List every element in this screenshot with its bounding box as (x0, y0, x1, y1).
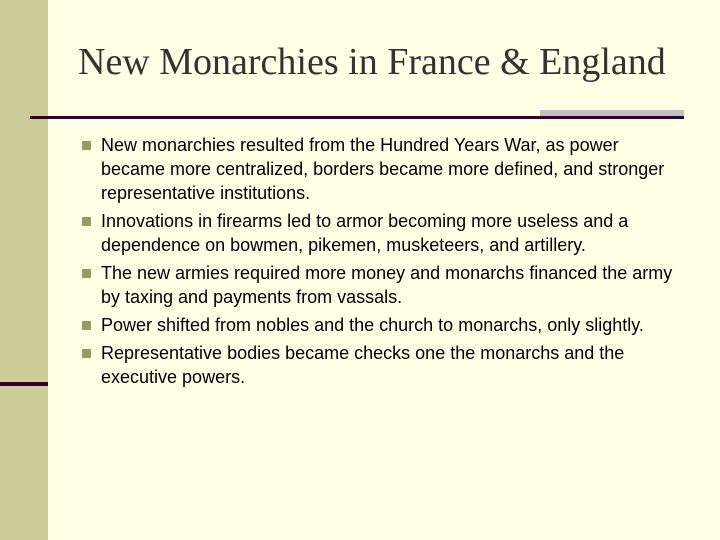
bullet-text: Power shifted from nobles and the church to monarchs, only slightly. (101, 315, 644, 335)
square-bullet-icon (82, 321, 91, 330)
bullet-item (82, 133, 682, 205)
square-bullet-icon (82, 217, 91, 226)
bullet-item (82, 313, 682, 337)
bullet-text: New monarchies resulted from the Hundred Years War, as power became more centralized, borders became more defined, and stronger representative institutions. (101, 135, 665, 203)
bullet-list (82, 133, 682, 393)
bullet-item (82, 209, 682, 257)
square-bullet-icon (82, 349, 91, 358)
left-band-accent-bar (0, 382, 48, 386)
bullet-text: The new armies required more money and monarchs financed the army by taxing and payments from vassals. (101, 263, 673, 307)
bullet-text: Innovations in firearms led to armor becoming more useless and a dependence on bowmen, pikemen, musketeers, and artillery. (101, 211, 629, 255)
title-divider-rule (30, 116, 684, 119)
bullet-text: Representative bodies became checks one the monarchs and the executive powers. (101, 343, 625, 387)
slide-title: New Monarchies in France & England (78, 41, 666, 83)
square-bullet-icon (82, 269, 91, 278)
bullet-item (82, 261, 682, 309)
square-bullet-icon (82, 141, 91, 150)
left-decorative-band (0, 0, 48, 540)
bullet-item (82, 341, 682, 389)
